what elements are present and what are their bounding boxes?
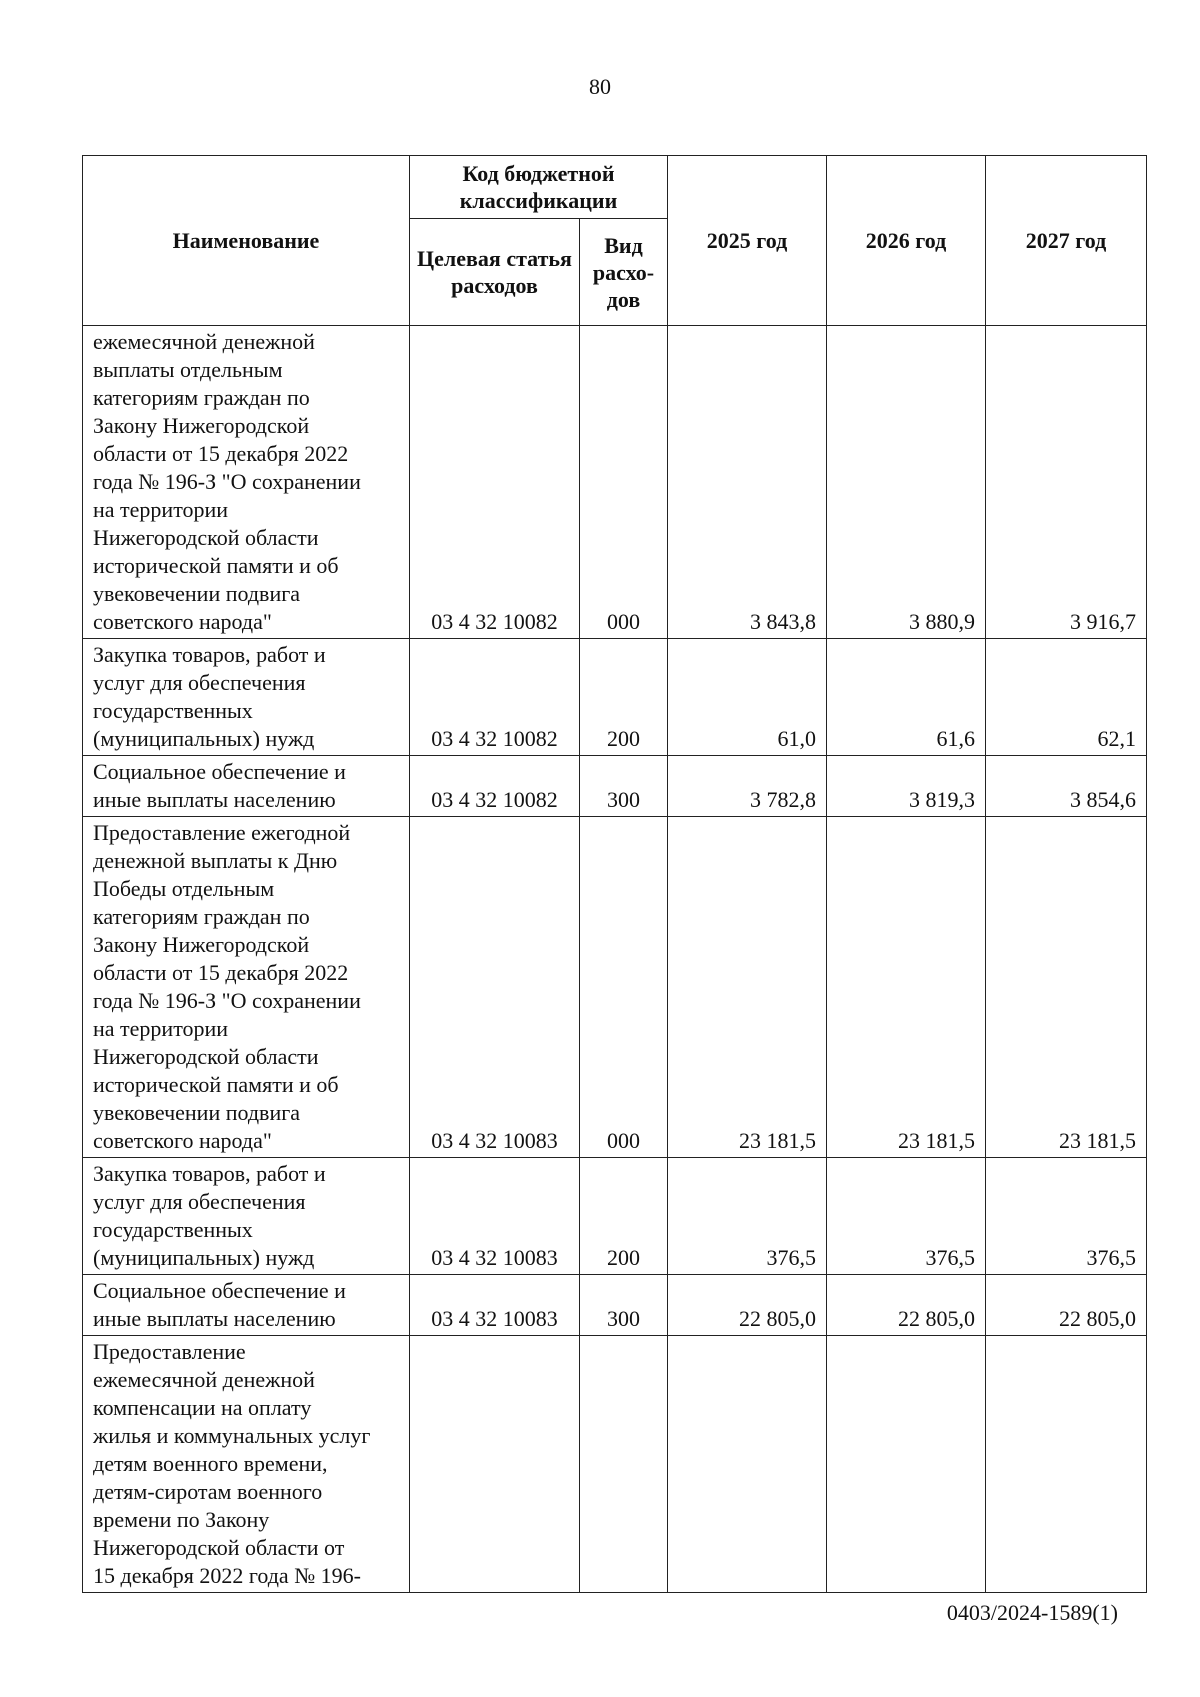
row-value-2026: 22 805,0 [827, 1275, 986, 1336]
row-target-article: 03 4 32 10083 [410, 817, 580, 1158]
row-target-article: 03 4 32 10082 [410, 756, 580, 817]
row-value-2026: 23 181,5 [827, 817, 986, 1158]
row-expense-type: 000 [580, 817, 668, 1158]
table-row [83, 326, 1147, 639]
header-target-article: Целевая статья расходов [410, 219, 580, 326]
table-row [83, 756, 1147, 817]
row-value-2025: 22 805,0 [668, 1275, 827, 1336]
header-code-group: Код бюджетной классификации [410, 156, 668, 219]
page-number: 80 [589, 74, 611, 99]
row-name [83, 639, 410, 756]
row-target-article: 03 4 32 10082 [410, 639, 580, 756]
table-row [83, 639, 1147, 756]
row-expense-type: 300 [580, 756, 668, 817]
row-value-2025: 61,0 [668, 639, 827, 756]
row-value-2026: 3 880,9 [827, 326, 986, 639]
row-expense-type: 300 [580, 1275, 668, 1336]
row-name [83, 326, 410, 639]
row-value-2026: 3 819,3 [827, 756, 986, 817]
row-name-text: Социальное обеспечение и иные выплаты населению [93, 759, 346, 812]
row-value-2026 [827, 1336, 986, 1593]
header-2027: 2027 год [986, 156, 1147, 326]
row-expense-type: 200 [580, 1158, 668, 1275]
row-value-2026: 61,6 [827, 639, 986, 756]
row-value-2025: 3 843,8 [668, 326, 827, 639]
row-name [83, 1275, 410, 1336]
row-expense-type [580, 1336, 668, 1593]
row-name-text: Закупка товаров, работ и услуг для обеспечения государственных (муниципальных) нужд [93, 642, 326, 751]
row-name-text: Закупка товаров, работ и услуг для обеспечения государственных (муниципальных) нужд [93, 1161, 326, 1270]
row-name [83, 756, 410, 817]
header-name: Наименование [83, 156, 410, 326]
budget-table [82, 155, 1147, 1593]
table-row [83, 817, 1147, 1158]
row-value-2027: 22 805,0 [986, 1275, 1147, 1336]
row-name [83, 817, 410, 1158]
row-value-2027: 376,5 [986, 1158, 1147, 1275]
row-target-article: 03 4 32 10083 [410, 1275, 580, 1336]
row-value-2025: 376,5 [668, 1158, 827, 1275]
row-target-article: 03 4 32 10082 [410, 326, 580, 639]
row-expense-type: 200 [580, 639, 668, 756]
row-value-2027: 3 916,7 [986, 326, 1147, 639]
table-row [83, 1336, 1147, 1593]
header-expense-type: Вид расхо-дов [580, 219, 668, 326]
row-value-2027: 62,1 [986, 639, 1147, 756]
table-row [83, 1158, 1147, 1275]
header-2026: 2026 год [827, 156, 986, 326]
row-name-text: Предоставление ежемесячной денежной компенсации на оплату жилья и коммунальных услуг детям военного времени, детям-сиротам военного времени по Закону Нижегородской области от 15 декабря 2022 года № 196- [93, 1339, 371, 1588]
row-value-2026: 376,5 [827, 1158, 986, 1275]
row-value-2025 [668, 1336, 827, 1593]
row-value-2027: 23 181,5 [986, 817, 1147, 1158]
header-2025: 2025 год [668, 156, 827, 326]
row-expense-type: 000 [580, 326, 668, 639]
row-value-2027: 3 854,6 [986, 756, 1147, 817]
row-value-2027 [986, 1336, 1147, 1593]
row-target-article: 03 4 32 10083 [410, 1158, 580, 1275]
row-name [83, 1336, 410, 1593]
row-name-text: Предоставление ежегодной денежной выплаты к Дню Победы отдельным категориям граждан по Закону Нижегородской области от 15 декабря 2022 года № 196-З "О сохранении на территории Нижегородской области исторической памяти и об увековечении подвига советского народа" [93, 820, 361, 1153]
row-value-2025: 23 181,5 [668, 817, 827, 1158]
row-value-2025: 3 782,8 [668, 756, 827, 817]
row-name [83, 1158, 410, 1275]
row-name-text: ежемесячной денежной выплаты отдельным категориям граждан по Закону Нижегородской области от 15 декабря 2022 года № 196-З "О сохранении на территории Нижегородской области исторической памяти и об увековечении подвига советского народа" [93, 329, 361, 634]
row-target-article [410, 1336, 580, 1593]
document-number: 0403/2024-1589(1) [946, 1600, 1118, 1625]
row-name-text: Социальное обеспечение и иные выплаты населению [93, 1278, 346, 1331]
table-row [83, 1275, 1147, 1336]
